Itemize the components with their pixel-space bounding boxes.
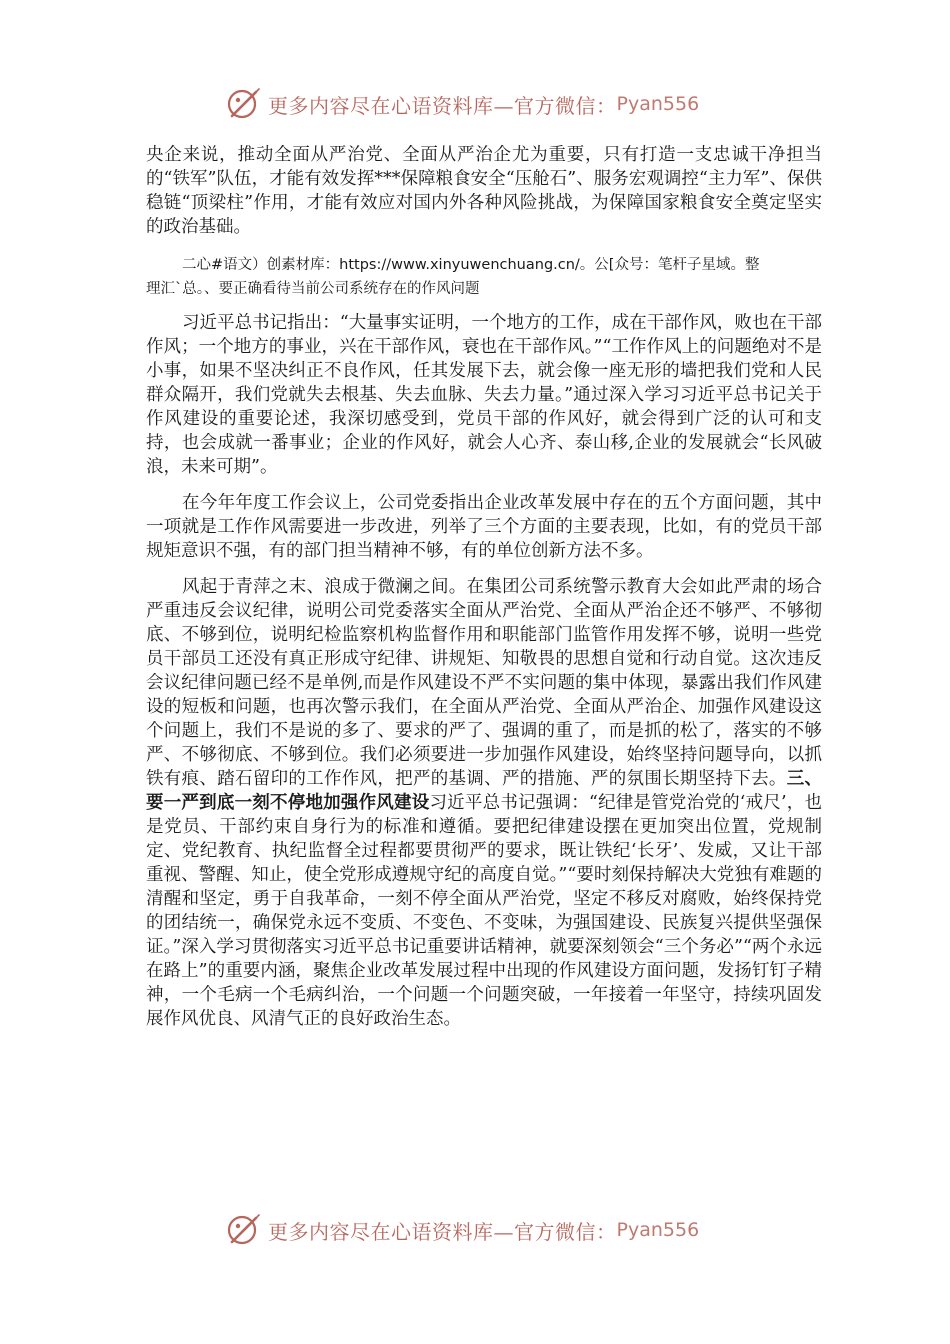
footer-banner-id: Pyan556	[616, 1219, 700, 1241]
pen-logo-icon	[226, 1212, 262, 1248]
watermark-note	[146, 253, 822, 301]
header-banner	[226, 84, 746, 124]
paragraph-2: 习近平总书记指出：“大量事实证明，一个地方的工作，成在干部作风，败也在干部作风；一个地方的事业，兴在干部作风，衰也在干部作风。”“工作作风上的问题绝对不是小事，如果不坚决纠正不良作风，任其发展下去，就会像一座无形的墙把我们党和人民群众隔开，我们党就失去根基、失去血脉、失去力量。”通过深入学习习近平总书记关于作风建设的重要论述，我深切感受到，党员干部的作风好，就会得到广泛的认可和支持，也会成就一番事业；企业的作风好，就会人心齐、泰山移,企业的发展就会“长风破浪，未来可期”。	[146, 313, 822, 477]
footer-banner	[226, 1210, 746, 1250]
watermark-note-line-2: 理汇`总。、要正确看待当前公司系统存在的作风问题	[146, 281, 480, 297]
header-banner-text: 更多内容尽在心语资料库—官方微信：	[268, 93, 617, 118]
document-body	[146, 143, 822, 1031]
paragraph-4-end: 习近平总书记强调：“纪律是管党治党的‘戒尺’，也是党员、干部约束自身行为的标准和遵循。要把纪律建设摆在更加突出位置，党规制定、党纪教育、执纪监督全过程都要贯彻严的要求，既让铁纪‘长牙’、发威，又让干部重视、警醒、知止，使全党形成遵规守纪的高度自觉。”“要时刻保持解决大党独有难题的清醒和坚定，勇于自我革命，一刻不停全面从严治党，坚定不移反对腐败，始终保持党的团结统一，确保党永远不变质、不变色、不变味，为强国建设、民族复兴提供坚强保证。”深入学习贯彻落实习近平总书记重要讲话精神，就要深刻领会“三个务必”“两个永远在路上”的重要内涵，聚焦企业改革发展过程中出现的作风建设方面问题，发扬钉钉子精神，一个毛病一个毛病纠治，一个问题一个问题突破，一年接着一年坚守，持续巩固发展作风优良、风清气正的良好政治生态。	[146, 793, 823, 1029]
pen-logo-icon	[226, 86, 262, 122]
paragraph-4	[146, 575, 822, 1031]
watermark-note-line-1: 二心#语文）创素材库：https://www.xinyuwenchuang.cn/。公[众号：笔杆子星域。整	[182, 257, 760, 273]
paragraph-1: 央企来说，推动全面从严治党、全面从严治企尤为重要，只有打造一支忠诚干净担当的“铁军”队伍，才能有效发挥***保障粮食安全“压舱石”、服务宏观调控“主力军”、保供稳链“顶梁柱”作用，才能有效应对国内外各种风险挑战，为保障国家粮食安全奠定坚实的政治基础。	[146, 145, 822, 237]
section-heading-3: 三、要一严到底一刻不停地加强作风建设	[146, 769, 823, 813]
paragraph-3: 在今年年度工作会议上，公司党委指出企业改革发展中存在的五个方面问题，其中一项就是工作作风需要进一步改进，列举了三个方面的主要表现，比如，有的党员干部规矩意识不强，有的部门担当精神不够，有的单位创新方法不多。	[146, 493, 822, 561]
footer-banner-text: 更多内容尽在心语资料库—官方微信：	[268, 1219, 617, 1244]
header-banner-id: Pyan556	[616, 93, 700, 115]
paragraph-4-start: 风起于青萍之末、浪成于微澜之间。在集团公司系统警示教育大会如此严肃的场合严重违反会议纪律，说明公司党委落实全面从严治党、全面从严治企还不够严、不够彻底、不够到位，说明纪检监察机构监督作用和职能部门监管作用发挥不够，说明一些党员干部员工还没有真正形成守纪律、讲规矩、知敬畏的思想自觉和行动自觉。这次违反会议纪律问题已经不是单例,而是作风建设不严不实问题的集中体现，暴露出我们作风建设的短板和问题，也再次警示我们，在全面从严治党、全面从严治企、加强作风建设这个问题上，我们不是说的多了、要求的严了、强调的重了，而是抓的松了，落实的不够严、不够彻底、不够到位。我们必须要进一步加强作风建设，始终坚持问题导向，以抓铁有痕、踏石留印的工作作风，把严的基调、严的措施、严的氛围长期坚持下去。	[146, 577, 822, 789]
